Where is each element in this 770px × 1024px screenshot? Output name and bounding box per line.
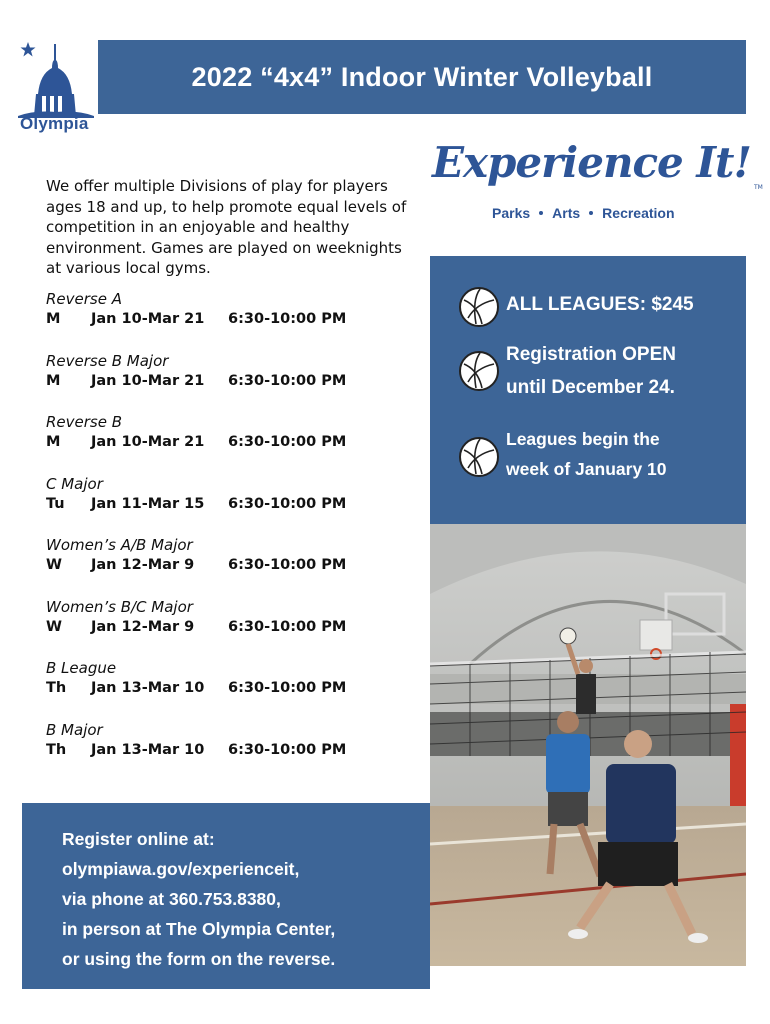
begin-line-1: Leagues begin the [506, 429, 660, 449]
division-name: Reverse B Major [46, 351, 169, 370]
bullet-icon [539, 211, 543, 215]
volleyball-icon [458, 286, 500, 328]
league-info-box [430, 256, 746, 524]
olympia-logo-text: Olympia [20, 114, 89, 133]
registration-info-box [22, 803, 430, 989]
bullet-icon [589, 211, 593, 215]
division-dates: Jan 10-Mar 21 [91, 434, 205, 450]
register-link[interactable]: olympiawa.gov/experienceit, [62, 859, 300, 879]
division-time: 6:30-10:00 PM [228, 680, 347, 696]
division-day: Th [46, 741, 67, 758]
division-name: Reverse A [46, 290, 122, 308]
division-entry [46, 352, 406, 414]
sub-item-recreation: Recreation [602, 205, 675, 221]
experience-it-branding [432, 138, 763, 208]
intro-paragraph: We offer multiple Divisions of play for players ages 18 and up, to help promote equal levels of competition in an enjoyable and healthy environment. Games are played on weeknights at various local gyms. [46, 177, 407, 277]
division-entry [46, 721, 406, 783]
volleyball-icon [458, 350, 500, 392]
division-row [46, 432, 406, 453]
division-entry [46, 413, 406, 475]
division-row [46, 617, 406, 638]
division-schedule [46, 290, 406, 782]
division-row [46, 309, 406, 330]
division-dates: Jan 10-Mar 21 [91, 372, 205, 389]
division-row [46, 371, 406, 392]
division-row [46, 740, 406, 761]
division-entry [46, 536, 406, 598]
register-phone: via phone at 360.753.8380, [62, 889, 281, 909]
division-time: 6:30-10:00 PM [228, 311, 347, 327]
division-time: 6:30-10:00 PM [228, 741, 347, 758]
volleyball-icon [458, 436, 500, 478]
division-day: M [46, 434, 61, 450]
fee-text: ALL LEAGUES: $245 [506, 294, 694, 315]
division-time: 6:30-10:00 PM [228, 557, 347, 573]
sub-item-parks: Parks [492, 205, 531, 221]
division-day: Tu [46, 495, 65, 512]
volleyball-game-photo [430, 524, 746, 966]
division-row [46, 494, 406, 515]
division-dates: Jan 13-Mar 10 [91, 680, 205, 696]
division-time: 6:30-10:00 PM [228, 372, 347, 389]
register-line: Register online at: [62, 829, 215, 849]
division-time: 6:30-10:00 PM [228, 495, 347, 512]
star-icon [21, 42, 36, 57]
register-in-person: in person at The Olympia Center, [62, 919, 336, 939]
trademark-mark: TM [754, 184, 763, 191]
registration-line-2: until December 24. [506, 377, 675, 398]
division-time: 6:30-10:00 PM [228, 618, 347, 635]
division-day: W [46, 618, 62, 635]
title-banner [98, 40, 746, 114]
experience-it-title: Experience It! [432, 138, 751, 187]
division-dates: Jan 12-Mar 9 [91, 557, 195, 573]
division-entry [46, 475, 406, 537]
division-entry [46, 598, 406, 660]
division-dates: Jan 13-Mar 10 [91, 741, 205, 758]
division-day: M [46, 372, 61, 389]
division-dates: Jan 11-Mar 15 [91, 495, 205, 512]
page-title: 2022 “4x4” Indoor Winter Volleyball [191, 61, 653, 92]
begin-line-2: week of January 10 [506, 459, 667, 479]
division-name: Women’s A/B Major [46, 536, 193, 554]
division-row [46, 555, 406, 576]
division-dates: Jan 10-Mar 21 [91, 311, 205, 327]
registration-line-1: Registration OPEN [506, 344, 676, 365]
parks-arts-recreation [492, 205, 675, 221]
register-form: or using the form on the reverse. [62, 949, 336, 969]
division-entry [46, 290, 406, 352]
division-entry [46, 659, 406, 721]
division-name: B Major [46, 720, 103, 739]
division-dates: Jan 12-Mar 9 [91, 618, 195, 635]
division-row [46, 678, 406, 699]
division-day: W [46, 557, 62, 573]
division-name: Reverse B [46, 413, 123, 431]
sub-item-arts: Arts [552, 205, 581, 221]
division-time: 6:30-10:00 PM [228, 434, 347, 450]
division-name: C Major [46, 474, 103, 493]
division-name: B League [46, 659, 117, 677]
division-name: Women’s B/C Major [46, 597, 193, 616]
division-day: Th [46, 680, 67, 696]
division-day: M [46, 311, 61, 327]
